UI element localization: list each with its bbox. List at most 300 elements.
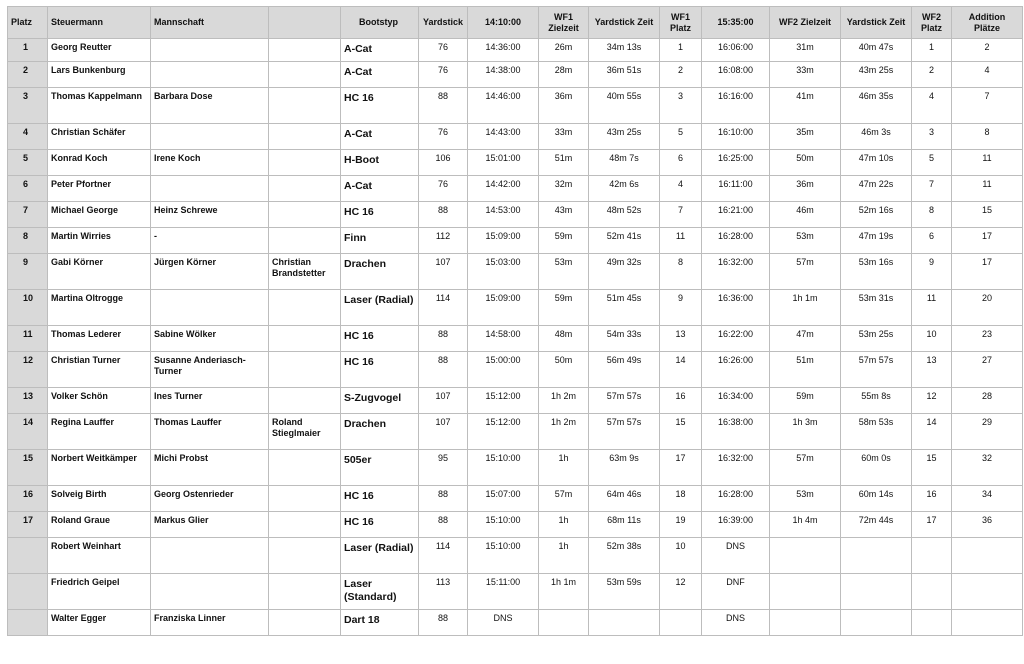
cell-wf2-platz: 10: [912, 326, 952, 352]
cell-wf1-yardstick-zeit: 34m 13s: [589, 39, 660, 62]
cell-addition-plaetze: 7: [952, 88, 1023, 124]
table-row: [8, 538, 1023, 574]
cell-yardstick: 76: [419, 39, 468, 62]
cell-addition-plaetze: 4: [952, 62, 1023, 88]
cell-wf1-yardstick-zeit: 63m 9s: [589, 450, 660, 486]
cell-mannschaft: -: [151, 228, 269, 254]
cell-wf1-zielzeit: 48m: [539, 326, 589, 352]
cell-yardstick: 114: [419, 290, 468, 326]
cell-start-2: DNS: [702, 610, 770, 636]
table-row: [8, 124, 1023, 150]
cell-wf2-platz: 11: [912, 290, 952, 326]
cell-bootstyp: Laser (Radial): [341, 290, 419, 326]
cell-addition-plaetze: 11: [952, 176, 1023, 202]
cell-wf1-yardstick-zeit: 57m 57s: [589, 388, 660, 414]
cell-steuermann: Gabi Körner: [48, 254, 151, 290]
cell-bootstyp: Drachen: [341, 254, 419, 290]
cell-wf1-platz: 14: [660, 352, 702, 388]
cell-yardstick: 76: [419, 62, 468, 88]
cell-wf2-yardstick-zeit: 52m 16s: [841, 202, 912, 228]
cell-wf2-platz: 5: [912, 150, 952, 176]
cell-platz: 12: [8, 352, 48, 388]
cell-wf1-yardstick-zeit: 57m 57s: [589, 414, 660, 450]
cell-bootstyp: Laser (Standard): [341, 574, 419, 610]
cell-start-2: 16:25:00: [702, 150, 770, 176]
cell-wf1-zielzeit: 1h: [539, 512, 589, 538]
cell-wf2-yardstick-zeit: 60m 14s: [841, 486, 912, 512]
cell-mannschaft: Sabine Wölker: [151, 326, 269, 352]
cell-steuermann: Lars Bunkenburg: [48, 62, 151, 88]
cell-crew: [269, 150, 341, 176]
cell-wf2-yardstick-zeit: 47m 10s: [841, 150, 912, 176]
cell-crew: [269, 388, 341, 414]
header-platz: Platz: [8, 7, 48, 39]
cell-bootstyp: A-Cat: [341, 62, 419, 88]
cell-addition-plaetze: 8: [952, 124, 1023, 150]
cell-bootstyp: Dart 18: [341, 610, 419, 636]
cell-start-1: 15:10:00: [468, 450, 539, 486]
cell-start-1: DNS: [468, 610, 539, 636]
cell-crew: [269, 574, 341, 610]
cell-wf2-yardstick-zeit: 43m 25s: [841, 62, 912, 88]
cell-wf1-zielzeit: 50m: [539, 352, 589, 388]
cell-crew: [269, 610, 341, 636]
cell-wf1-yardstick-zeit: 52m 38s: [589, 538, 660, 574]
cell-wf2-zielzeit: 51m: [770, 352, 841, 388]
cell-wf2-zielzeit: 53m: [770, 228, 841, 254]
cell-wf2-zielzeit: 50m: [770, 150, 841, 176]
cell-wf1-zielzeit: 28m: [539, 62, 589, 88]
cell-wf1-platz: 17: [660, 450, 702, 486]
cell-wf2-yardstick-zeit: 40m 47s: [841, 39, 912, 62]
cell-crew: [269, 450, 341, 486]
cell-start-1: 15:03:00: [468, 254, 539, 290]
cell-wf1-yardstick-zeit: 68m 11s: [589, 512, 660, 538]
cell-wf2-platz: 8: [912, 202, 952, 228]
cell-platz: 10: [8, 290, 48, 326]
cell-wf1-platz: 18: [660, 486, 702, 512]
cell-wf2-zielzeit: 47m: [770, 326, 841, 352]
table-row: [8, 450, 1023, 486]
cell-start-1: 15:12:00: [468, 388, 539, 414]
table-row: [8, 326, 1023, 352]
header-yardstick: Yardstick: [419, 7, 468, 39]
cell-yardstick: 113: [419, 574, 468, 610]
cell-wf2-zielzeit: 1h 4m: [770, 512, 841, 538]
cell-addition-plaetze: [952, 574, 1023, 610]
cell-steuermann: Regina Lauffer: [48, 414, 151, 450]
cell-wf2-platz: 17: [912, 512, 952, 538]
cell-wf1-yardstick-zeit: 64m 46s: [589, 486, 660, 512]
cell-steuermann: Martin Wirries: [48, 228, 151, 254]
table-row: [8, 574, 1023, 610]
cell-yardstick: 88: [419, 512, 468, 538]
cell-addition-plaetze: 36: [952, 512, 1023, 538]
cell-yardstick: 106: [419, 150, 468, 176]
cell-crew: [269, 124, 341, 150]
cell-wf1-platz: 5: [660, 124, 702, 150]
header-wf2-zielzeit: WF2 Zielzeit: [770, 7, 841, 39]
cell-addition-plaetze: 17: [952, 228, 1023, 254]
cell-mannschaft: [151, 62, 269, 88]
cell-wf1-yardstick-zeit: 43m 25s: [589, 124, 660, 150]
cell-wf2-yardstick-zeit: 55m 8s: [841, 388, 912, 414]
cell-mannschaft: Susanne Anderiasch-Turner: [151, 352, 269, 388]
table-row: [8, 39, 1023, 62]
cell-bootstyp: Finn: [341, 228, 419, 254]
table-row: [8, 414, 1023, 450]
header-addition-plaetze: Addition Plätze: [952, 7, 1023, 39]
cell-steuermann: Robert Weinhart: [48, 538, 151, 574]
cell-steuermann: Michael George: [48, 202, 151, 228]
cell-wf2-yardstick-zeit: 53m 31s: [841, 290, 912, 326]
cell-wf1-platz: 3: [660, 88, 702, 124]
cell-wf2-platz: 12: [912, 388, 952, 414]
cell-bootstyp: H-Boot: [341, 150, 419, 176]
cell-steuermann: Volker Schön: [48, 388, 151, 414]
cell-platz: 9: [8, 254, 48, 290]
header-steuermann: Steuermann: [48, 7, 151, 39]
cell-wf2-yardstick-zeit: 46m 35s: [841, 88, 912, 124]
cell-wf1-yardstick-zeit: 53m 59s: [589, 574, 660, 610]
cell-wf2-platz: 14: [912, 414, 952, 450]
header-bootstyp: Bootstyp: [341, 7, 419, 39]
cell-wf2-platz: 4: [912, 88, 952, 124]
cell-yardstick: 107: [419, 414, 468, 450]
cell-wf2-yardstick-zeit: 60m 0s: [841, 450, 912, 486]
cell-crew: [269, 62, 341, 88]
cell-wf2-yardstick-zeit: [841, 574, 912, 610]
cell-yardstick: 88: [419, 610, 468, 636]
cell-crew: [269, 512, 341, 538]
cell-wf1-zielzeit: 1h: [539, 538, 589, 574]
cell-bootstyp: A-Cat: [341, 39, 419, 62]
cell-start-2: 16:28:00: [702, 228, 770, 254]
cell-wf1-yardstick-zeit: 49m 32s: [589, 254, 660, 290]
cell-steuermann: Solveig Birth: [48, 486, 151, 512]
cell-wf1-zielzeit: 59m: [539, 290, 589, 326]
cell-start-1: 14:46:00: [468, 88, 539, 124]
cell-wf2-zielzeit: 31m: [770, 39, 841, 62]
cell-crew: [269, 88, 341, 124]
cell-wf1-platz: 8: [660, 254, 702, 290]
cell-start-2: 16:11:00: [702, 176, 770, 202]
cell-wf2-platz: 2: [912, 62, 952, 88]
cell-wf1-yardstick-zeit: 42m 6s: [589, 176, 660, 202]
cell-start-2: 16:06:00: [702, 39, 770, 62]
cell-wf2-platz: 7: [912, 176, 952, 202]
table-row: [8, 150, 1023, 176]
table-row: [8, 254, 1023, 290]
cell-wf2-zielzeit: 1h 3m: [770, 414, 841, 450]
results-table: [7, 6, 1023, 636]
cell-yardstick: 88: [419, 326, 468, 352]
cell-mannschaft: Franziska Linner: [151, 610, 269, 636]
cell-wf1-platz: [660, 610, 702, 636]
cell-crew: [269, 176, 341, 202]
cell-wf2-zielzeit: 57m: [770, 450, 841, 486]
cell-start-1: 15:12:00: [468, 414, 539, 450]
cell-addition-plaetze: 11: [952, 150, 1023, 176]
cell-bootstyp: HC 16: [341, 512, 419, 538]
cell-wf1-zielzeit: 57m: [539, 486, 589, 512]
cell-wf2-platz: [912, 574, 952, 610]
cell-wf1-zielzeit: 32m: [539, 176, 589, 202]
cell-start-1: 15:11:00: [468, 574, 539, 610]
cell-wf2-platz: [912, 610, 952, 636]
cell-mannschaft: [151, 290, 269, 326]
cell-start-2: 16:16:00: [702, 88, 770, 124]
cell-platz: 13: [8, 388, 48, 414]
cell-wf2-yardstick-zeit: 46m 3s: [841, 124, 912, 150]
cell-bootstyp: HC 16: [341, 352, 419, 388]
cell-addition-plaetze: 27: [952, 352, 1023, 388]
cell-start-2: 16:28:00: [702, 486, 770, 512]
cell-bootstyp: HC 16: [341, 88, 419, 124]
cell-steuermann: Friedrich Geipel: [48, 574, 151, 610]
cell-wf1-zielzeit: 43m: [539, 202, 589, 228]
cell-wf1-platz: 16: [660, 388, 702, 414]
cell-wf2-platz: 15: [912, 450, 952, 486]
cell-yardstick: 76: [419, 124, 468, 150]
cell-wf1-zielzeit: 1h: [539, 450, 589, 486]
cell-wf1-platz: 2: [660, 62, 702, 88]
cell-start-2: 16:21:00: [702, 202, 770, 228]
cell-wf2-zielzeit: 53m: [770, 486, 841, 512]
cell-crew: [269, 486, 341, 512]
header-wf2-platz: WF2 Platz: [912, 7, 952, 39]
cell-wf2-yardstick-zeit: 47m 19s: [841, 228, 912, 254]
cell-platz: 15: [8, 450, 48, 486]
cell-platz: 3: [8, 88, 48, 124]
cell-start-1: 15:07:00: [468, 486, 539, 512]
cell-platz: [8, 574, 48, 610]
cell-wf2-zielzeit: [770, 574, 841, 610]
cell-steuermann: Georg Reutter: [48, 39, 151, 62]
header-start-1: 14:10:00: [468, 7, 539, 39]
cell-yardstick: 88: [419, 202, 468, 228]
cell-wf1-yardstick-zeit: 56m 49s: [589, 352, 660, 388]
cell-platz: 8: [8, 228, 48, 254]
cell-wf2-yardstick-zeit: [841, 610, 912, 636]
cell-platz: 14: [8, 414, 48, 450]
cell-wf1-yardstick-zeit: 51m 45s: [589, 290, 660, 326]
cell-wf1-zielzeit: 1h 2m: [539, 388, 589, 414]
cell-wf2-zielzeit: 41m: [770, 88, 841, 124]
cell-yardstick: 112: [419, 228, 468, 254]
table-row: [8, 202, 1023, 228]
table-row: [8, 228, 1023, 254]
cell-start-1: 15:09:00: [468, 290, 539, 326]
cell-bootstyp: HC 16: [341, 486, 419, 512]
cell-wf1-platz: 9: [660, 290, 702, 326]
cell-wf2-zielzeit: 59m: [770, 388, 841, 414]
cell-wf1-yardstick-zeit: 48m 7s: [589, 150, 660, 176]
cell-crew: Roland Stieglmaier: [269, 414, 341, 450]
cell-wf2-zielzeit: 1h 1m: [770, 290, 841, 326]
cell-wf2-yardstick-zeit: 53m 25s: [841, 326, 912, 352]
table-row: [8, 62, 1023, 88]
cell-addition-plaetze: 17: [952, 254, 1023, 290]
cell-platz: 17: [8, 512, 48, 538]
cell-platz: 5: [8, 150, 48, 176]
cell-steuermann: Norbert Weitkämper: [48, 450, 151, 486]
cell-bootstyp: 505er: [341, 450, 419, 486]
cell-start-1: 14:43:00: [468, 124, 539, 150]
cell-addition-plaetze: [952, 610, 1023, 636]
cell-mannschaft: [151, 124, 269, 150]
cell-addition-plaetze: 29: [952, 414, 1023, 450]
cell-wf2-platz: [912, 538, 952, 574]
cell-yardstick: 76: [419, 176, 468, 202]
cell-start-2: 16:08:00: [702, 62, 770, 88]
cell-wf1-platz: 4: [660, 176, 702, 202]
cell-start-2: 16:36:00: [702, 290, 770, 326]
cell-wf1-yardstick-zeit: 36m 51s: [589, 62, 660, 88]
cell-crew: [269, 39, 341, 62]
cell-bootstyp: A-Cat: [341, 124, 419, 150]
cell-crew: Christian Brandstetter: [269, 254, 341, 290]
cell-start-1: 15:01:00: [468, 150, 539, 176]
header-row: [8, 7, 1023, 39]
cell-addition-plaetze: 2: [952, 39, 1023, 62]
cell-wf1-yardstick-zeit: 48m 52s: [589, 202, 660, 228]
cell-crew: [269, 352, 341, 388]
cell-start-1: 15:10:00: [468, 512, 539, 538]
cell-wf1-zielzeit: 33m: [539, 124, 589, 150]
cell-mannschaft: Georg Ostenrieder: [151, 486, 269, 512]
cell-steuermann: Walter Egger: [48, 610, 151, 636]
cell-yardstick: 107: [419, 254, 468, 290]
cell-wf2-yardstick-zeit: 47m 22s: [841, 176, 912, 202]
table-row: [8, 486, 1023, 512]
cell-wf1-platz: 7: [660, 202, 702, 228]
table-row: [8, 290, 1023, 326]
cell-wf2-platz: 6: [912, 228, 952, 254]
cell-wf2-yardstick-zeit: 72m 44s: [841, 512, 912, 538]
cell-steuermann: Roland Graue: [48, 512, 151, 538]
cell-start-1: 14:36:00: [468, 39, 539, 62]
cell-start-2: 16:10:00: [702, 124, 770, 150]
cell-start-2: 16:38:00: [702, 414, 770, 450]
cell-steuermann: Peter Pfortner: [48, 176, 151, 202]
cell-wf1-platz: 11: [660, 228, 702, 254]
cell-start-2: 16:32:00: [702, 450, 770, 486]
cell-wf1-zielzeit: 51m: [539, 150, 589, 176]
header-crew: [269, 7, 341, 39]
cell-wf2-zielzeit: 35m: [770, 124, 841, 150]
cell-wf2-platz: 16: [912, 486, 952, 512]
cell-platz: 2: [8, 62, 48, 88]
cell-crew: [269, 202, 341, 228]
header-mannschaft: Mannschaft: [151, 7, 269, 39]
cell-start-1: 15:10:00: [468, 538, 539, 574]
cell-bootstyp: Laser (Radial): [341, 538, 419, 574]
cell-wf1-platz: 13: [660, 326, 702, 352]
cell-wf1-zielzeit: 1h 1m: [539, 574, 589, 610]
cell-addition-plaetze: 34: [952, 486, 1023, 512]
cell-steuermann: Konrad Koch: [48, 150, 151, 176]
cell-addition-plaetze: [952, 538, 1023, 574]
cell-start-2: 16:39:00: [702, 512, 770, 538]
cell-steuermann: Martina Oltrogge: [48, 290, 151, 326]
cell-mannschaft: Ines Turner: [151, 388, 269, 414]
cell-bootstyp: HC 16: [341, 202, 419, 228]
cell-platz: 6: [8, 176, 48, 202]
cell-addition-plaetze: 23: [952, 326, 1023, 352]
cell-wf1-yardstick-zeit: [589, 610, 660, 636]
cell-start-2: DNF: [702, 574, 770, 610]
cell-mannschaft: [151, 39, 269, 62]
cell-yardstick: 114: [419, 538, 468, 574]
cell-wf2-platz: 9: [912, 254, 952, 290]
cell-start-1: 15:09:00: [468, 228, 539, 254]
cell-yardstick: 88: [419, 88, 468, 124]
table-body: [8, 39, 1023, 636]
cell-wf2-zielzeit: 33m: [770, 62, 841, 88]
header-wf1-zielzeit: WF1 Zielzeit: [539, 7, 589, 39]
cell-mannschaft: Markus Glier: [151, 512, 269, 538]
cell-yardstick: 88: [419, 486, 468, 512]
cell-wf1-platz: 6: [660, 150, 702, 176]
cell-wf1-platz: 15: [660, 414, 702, 450]
cell-start-2: DNS: [702, 538, 770, 574]
cell-platz: 1: [8, 39, 48, 62]
cell-start-1: 15:00:00: [468, 352, 539, 388]
cell-platz: [8, 538, 48, 574]
cell-platz: 4: [8, 124, 48, 150]
cell-addition-plaetze: 28: [952, 388, 1023, 414]
cell-wf2-zielzeit: 46m: [770, 202, 841, 228]
cell-wf2-platz: 3: [912, 124, 952, 150]
cell-platz: 7: [8, 202, 48, 228]
cell-start-2: 16:22:00: [702, 326, 770, 352]
cell-mannschaft: [151, 574, 269, 610]
cell-wf1-zielzeit: 59m: [539, 228, 589, 254]
cell-start-1: 14:58:00: [468, 326, 539, 352]
cell-steuermann: Thomas Lederer: [48, 326, 151, 352]
cell-mannschaft: Heinz Schrewe: [151, 202, 269, 228]
table-row: [8, 388, 1023, 414]
cell-wf1-yardstick-zeit: 54m 33s: [589, 326, 660, 352]
table-row: [8, 88, 1023, 124]
cell-addition-plaetze: 20: [952, 290, 1023, 326]
table-row: [8, 352, 1023, 388]
cell-mannschaft: Irene Koch: [151, 150, 269, 176]
cell-mannschaft: Thomas Lauffer: [151, 414, 269, 450]
cell-crew: [269, 228, 341, 254]
cell-crew: [269, 326, 341, 352]
cell-yardstick: 95: [419, 450, 468, 486]
cell-bootstyp: A-Cat: [341, 176, 419, 202]
cell-mannschaft: [151, 176, 269, 202]
cell-yardstick: 107: [419, 388, 468, 414]
table-row: [8, 176, 1023, 202]
cell-start-2: 16:32:00: [702, 254, 770, 290]
table-row: [8, 610, 1023, 636]
header-wf1-platz: WF1 Platz: [660, 7, 702, 39]
cell-wf2-yardstick-zeit: [841, 538, 912, 574]
header-wf1-yardstick-zeit: Yardstick Zeit: [589, 7, 660, 39]
cell-wf2-yardstick-zeit: 53m 16s: [841, 254, 912, 290]
cell-wf1-zielzeit: [539, 610, 589, 636]
cell-mannschaft: Michi Probst: [151, 450, 269, 486]
cell-wf2-zielzeit: 36m: [770, 176, 841, 202]
cell-addition-plaetze: 15: [952, 202, 1023, 228]
cell-crew: [269, 538, 341, 574]
cell-wf2-zielzeit: 57m: [770, 254, 841, 290]
cell-wf2-yardstick-zeit: 57m 57s: [841, 352, 912, 388]
